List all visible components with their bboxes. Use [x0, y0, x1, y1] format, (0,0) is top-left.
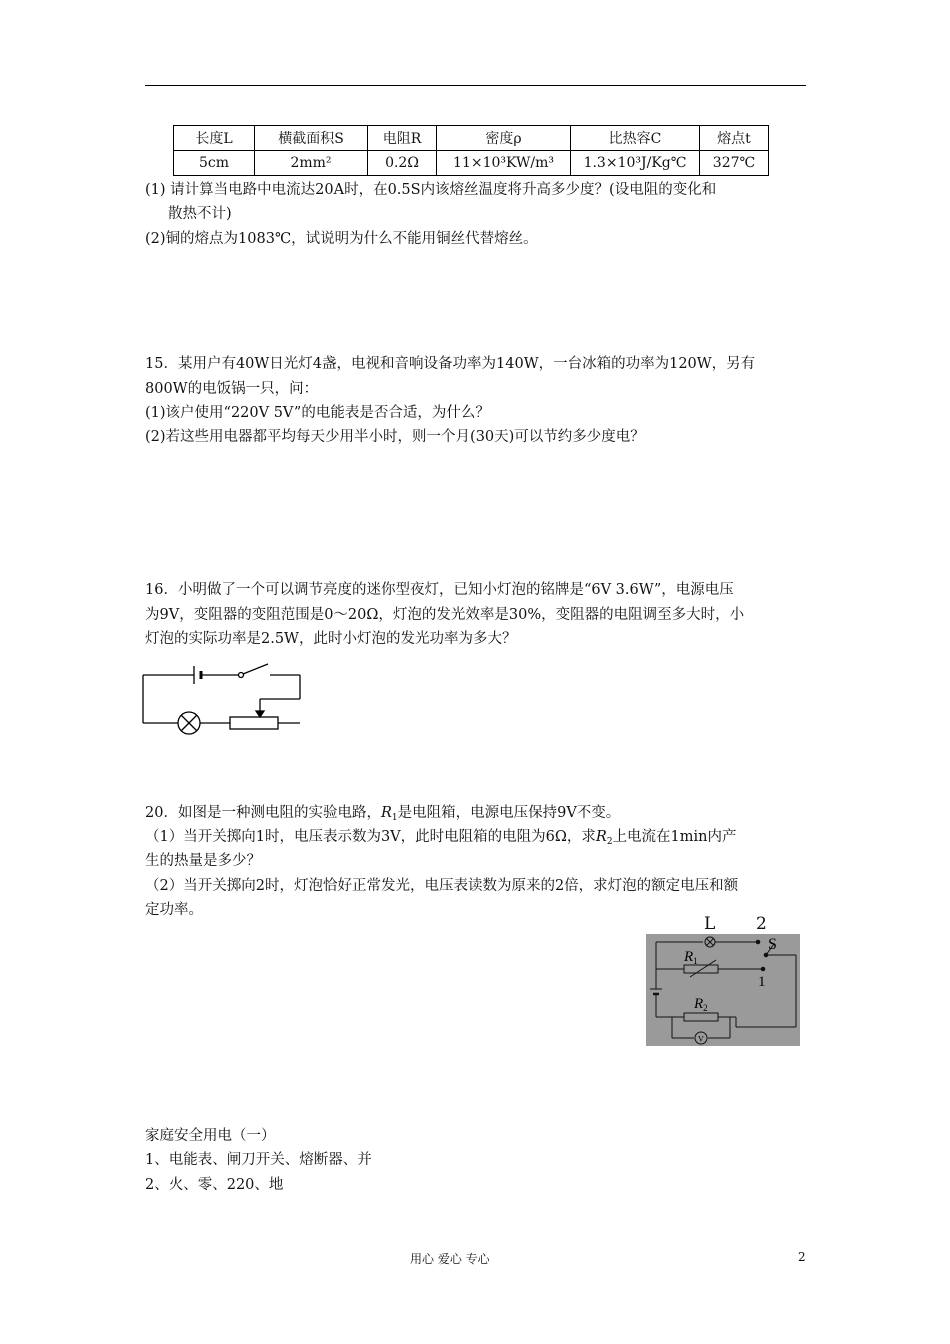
table-header-cell: 横截面积S: [255, 126, 368, 151]
q20-r-symbol: R: [595, 829, 607, 845]
q15-line1: 15．某用户有40W日光灯4盏，电视和音响设备功率为140W，一台冰箱的功率为120W，另有: [145, 356, 756, 372]
q20-line4: （2）当开关掷向2时，灯泡恰好正常发光，电压表读数为原来的2倍，求灯泡的额定电压和额: [145, 878, 739, 894]
q16-line3: 灯泡的实际功率是2.5W，此时小灯泡的发光功率为多大？: [145, 631, 517, 647]
answer-1: 1、电能表、闸刀开关、熔断器、并: [145, 1152, 372, 1168]
q15-line3: (1)该户使用“220V 5V”的电能表是否合适，为什么？: [145, 405, 490, 421]
fuse-question-part1-cont: 散热不计): [168, 206, 232, 222]
table-header-cell: 比热容C: [571, 126, 700, 151]
q15-line4: (2)若这些用电器都平均每天少用半小时，则一个月(30天)可以节约多少度电？: [145, 429, 645, 445]
table-cell: 11×10³KW/m³: [437, 151, 571, 176]
table-header-cell: 密度ρ: [437, 126, 571, 151]
figure-20-labels: [646, 914, 801, 934]
rheostat-arrow: [256, 711, 264, 717]
resistance-test-circuit-diagram: [646, 934, 800, 1046]
r2-label: $R_2$: [694, 996, 708, 1013]
rheostat: [230, 717, 278, 729]
switch-position-2-label: 2: [756, 914, 767, 934]
table-header-cell: 长度L: [174, 126, 255, 151]
q15-line2: 800W的电饭锅一只，问：: [145, 381, 319, 397]
material-properties-table: [173, 125, 769, 176]
table-header-row: [174, 126, 769, 151]
header-rule: [145, 85, 806, 86]
answer-2: 2、火、零、220、地: [145, 1177, 284, 1193]
table-cell: 1.3×10³J/Kg℃: [571, 151, 700, 176]
q20-line1: [145, 803, 620, 823]
switch-label: S: [768, 936, 777, 953]
q20-line3: 生的热量是多少？: [145, 853, 261, 869]
night-lamp-circuit-diagram: [138, 662, 308, 742]
q20-text: 上电流在1min内产: [612, 829, 737, 845]
switch-contact-1: [761, 967, 765, 971]
table-header-cell: 熔点t: [700, 126, 769, 151]
answers-title: 家庭安全用电（一）: [145, 1128, 276, 1144]
switch-contact: [239, 673, 244, 678]
fuse-question-part2: (2)铜的熔点为1083℃，试说明为什么不能用铜丝代替熔丝。: [145, 231, 538, 247]
table-cell: 2mm²: [255, 151, 368, 176]
page-number: 2: [798, 1250, 806, 1264]
table-cell: 0.2Ω: [368, 151, 437, 176]
fuse-question-part1: (1) 请计算当电路中电流达20A时，在0.5S内该熔丝温度将升高多少度？(设电阻的变化和: [145, 182, 717, 198]
r1-label: $R_1$: [684, 949, 698, 966]
table-cell: 327℃: [700, 151, 769, 176]
footer-slogan: 用心 爱心 专心: [410, 1252, 490, 1266]
switch-blade: [243, 664, 268, 674]
q20-r-symbol: R: [380, 805, 392, 821]
table-header-cell: 电阻R: [368, 126, 437, 151]
q20-r-subscript: 1: [391, 813, 398, 823]
q20-text: 20．如图是一种测电阻的实验电路，: [145, 805, 381, 821]
table-cell: 5cm: [174, 151, 255, 176]
voltmeter-label: V: [698, 1034, 704, 1044]
table-row: [174, 151, 769, 176]
q20-text: （1）当开关掷向1时，电压表示数为3V，此时电阻箱的电阻为6Ω，求: [145, 829, 596, 845]
q16-line2: 为9V，变阻器的变阻范围是0～20Ω，灯泡的发光效率是30%，变阻器的电阻调至多大时，小: [145, 607, 745, 623]
lamp-label: L: [704, 914, 716, 934]
q20-text: 是电阻箱，电源电压保持9V不变。: [397, 805, 621, 821]
switch-contact-2: [756, 940, 760, 944]
q20-r-subscript: 2: [606, 837, 613, 847]
q20-line5: 定功率。: [145, 902, 203, 918]
q16-line1: 16．小明做了一个可以调节亮度的迷你型夜灯，已知小灯泡的铭牌是“6V 3.6W”，电源电压: [145, 582, 734, 598]
q20-line2: [145, 827, 737, 847]
switch-position-1-label: 1: [758, 974, 766, 990]
